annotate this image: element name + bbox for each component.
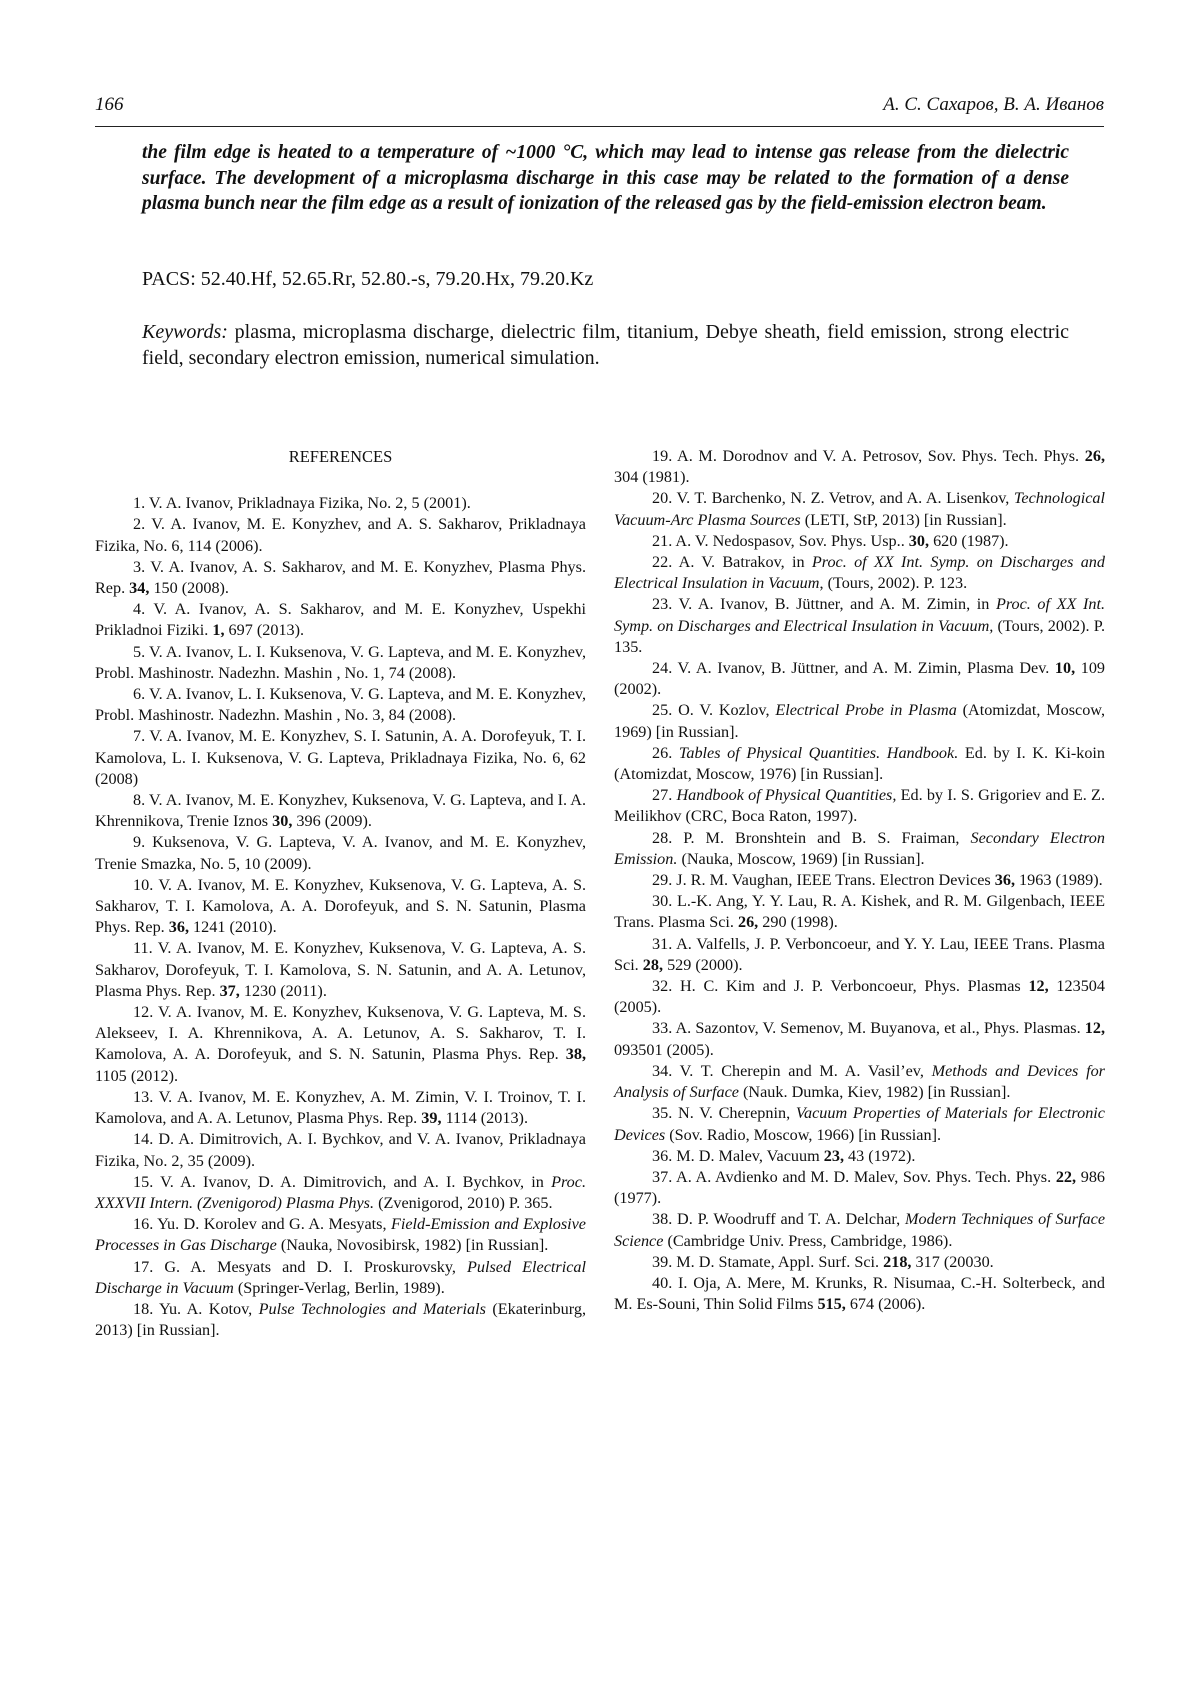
reference-text: 27. [652,786,677,805]
reference-text: 30, [908,531,930,550]
reference-text: Methods and Devices for Analysis of Surface [614,1061,1105,1102]
reference-text: 31. A. Valfells, J. P. Verboncoeur, and Y. Y. Lau, IEEE Trans. Plasma Sci. [614,934,1105,974]
reference-text: 20. V. T. Barchenko, N. Z. Vetrov, and A. A. Lisenkov, [652,489,1014,508]
reference-text: 109 (2002). [614,659,1106,699]
reference-item [614,934,1105,976]
reference-text: 697 (2013). [224,621,305,640]
reference-text: 23, [823,1146,844,1165]
reference-text: Handbook of Physical Quantities, [676,786,897,805]
reference-text: Proc. of XX Int. Symp. on Discharges and Electrical Insulation in Vacuum, [614,595,1105,635]
reference-text: 37, [219,981,240,1000]
reference-text: 1105 (2012). [95,1066,179,1085]
reference-text: Technological Vacuum-Arc Plasma Sources [614,489,1105,529]
reference-item [95,1129,586,1171]
reference-text: 529 (2000). [663,955,743,974]
reference-text: 39. M. D. Stamate, Appl. Surf. Sci. [652,1252,884,1271]
reference-text: 26, [1084,447,1105,465]
reference-item [95,1002,586,1087]
reference-text: 24. V. A. Ivanov, B. Jüttner, and A. M. Zimin, Plasma Dev. [652,659,1055,678]
reference-text: 6. V. A. Ivanov, L. I. Kuksenova, V. G. Lapteva, and M. E. Konyzhev, Probl. Mashinostr. Nadezhn. Mashin , No. 3, 84 (2008). [95,685,586,725]
reference-text: 34, [129,579,150,598]
reference-text: Pulsed Electrical Discharge in Vacuum [95,1257,586,1297]
reference-text: (Tours, 2002). P. 135. [614,616,1106,656]
reference-text: 8. V. A. Ivanov, M. E. Konyzhev, Kuksenova, V. G. Lapteva, and I. A. Khrennikova, Trenie Iznos [95,791,586,831]
reference-item [614,488,1105,530]
running-title: А. С. Сахаров, В. А. Иванов [883,94,1104,115]
reference-item [95,642,586,684]
reference-text: 1. V. A. Ivanov, Prikladnaya Fizika, No. 2, 5 (2001). [133,494,471,513]
reference-text: 1114 (2013). [441,1109,528,1128]
reference-text: 13. V. A. Ivanov, M. E. Konyzhev, A. M. Zimin, V. I. Troinov, T. I. Kamolova, and A. A. Letunov, Plasma Phys. Rep. [95,1087,586,1128]
pacs-codes: PACS: 52.40.Hf, 52.65.Rr, 52.80.-s, 79.20.Hx, 79.20.Kz [142,268,594,290]
reference-text: 18. Yu. A. Kotov, [133,1299,259,1318]
header-rule [95,126,1104,127]
page-number: 166 [95,94,124,115]
reference-text: Secondary Electron Emission. [614,828,1105,868]
reference-text: 5. V. A. Ivanov, L. I. Kuksenova, V. G. Lapteva, and M. E. Konyzhev, Probl. Mashinostr. Nadezhn. Mashin , No. 1, 74 (2008). [95,642,586,682]
reference-text: 12, [1028,977,1049,996]
reference-text: Field-Emission and Explosive Processes in Gas Discharge [95,1215,586,1255]
reference-item [614,1252,1105,1273]
reference-item [614,700,1105,742]
reference-item [614,658,1105,700]
reference-item [95,1087,586,1129]
reference-text: 1230 (2011). [239,981,327,1000]
reference-text: 4. V. A. Ivanov, A. S. Sakharov, and M. E. Konyzhev, Uspekhi Prikladnoi Fiziki. [95,600,586,640]
reference-text: 317 (20030. [911,1252,994,1271]
reference-text: 34. V. T. Cherepin and M. A. Vasil’ev, [652,1061,932,1080]
reference-text: Proc. of XX Int. Symp. on Discharges and Electrical Insulation in Vacuum [614,553,1105,593]
reference-text: 40. I. Oja, A. Mere, M. Krunks, R. Nisumaa, C.-H. Solterbeck, and M. Es-Souni, Thin Solid Films [614,1273,1105,1314]
reference-item [614,446,1105,488]
reference-text: (Nauka, Novosibirsk, 1982) [in Russian]. [276,1236,549,1255]
keywords-label: Keywords: [142,321,228,343]
reference-text: 674 (2006). [845,1295,926,1314]
reference-text: Ed. by I. K. Ki-koin (Atomizdat, Moscow, 1976) [in Russian]. [614,743,1106,784]
references-column-left [95,446,586,1341]
reference-item [614,828,1105,870]
reference-item [614,531,1105,552]
reference-text: Ed. by I. S. Grigoriev and E. Z. Meilikhov (CRC, Boca Raton, 1997). [614,786,1105,826]
reference-text: 14. D. A. Dimitrovich, A. I. Bychkov, and V. A. Ivanov, Prikladnaya Fizika, No. 2, 35 (2009). [95,1130,586,1170]
reference-text: 38, [565,1045,586,1064]
reference-item [614,976,1105,1018]
reference-text: 23. V. A. Ivanov, B. Jüttner, and A. M. Zimin, in [652,595,996,614]
reference-text: 32. H. C. Kim and J. P. Verboncoeur, Phys. Plasmas [652,977,1029,996]
reference-item [95,1214,586,1256]
references-column-right [614,446,1105,1315]
reference-text: Modern Techniques of Surface Science [614,1210,1106,1250]
reference-item [95,599,586,641]
reference-item [614,891,1105,933]
reference-text: 2. V. A. Ivanov, M. E. Konyzhev, and A. S. Sakharov, Prikladnaya Fizika, No. 6, 114 (2006). [95,515,586,555]
reference-item [95,832,586,874]
reference-item [614,552,1105,594]
reference-text: 9. Kuksenova, V. G. Lapteva, V. A. Ivanov, and M. E. Konyzhev, Trenie Smazka, No. 5, 10 (2009). [95,833,586,873]
reference-item [95,514,586,556]
reference-text: 12, [1084,1019,1105,1038]
reference-text: 38. D. P. Woodruff and T. A. Delchar, [652,1210,906,1229]
reference-text: 7. V. A. Ivanov, M. E. Konyzhev, S. I. Satunin, A. A. Dorofeyuk, T. I. Kamolova, L. I. Kuksenova, V. G. Lapteva, Prikladnaya Fizika, No. 6, 62 (2008) [95,727,586,788]
reference-text: 3. V. A. Ivanov, A. S. Sakharov, and M. E. Konyzhev, Plasma Phys. Rep. [95,557,586,598]
reference-text: 35. N. V. Cherepnin, [652,1104,796,1123]
reference-item [614,1146,1105,1167]
reference-text: 43 (1972). [843,1146,916,1165]
reference-item [95,684,586,726]
reference-item [614,1167,1105,1209]
reference-text: 22. A. V. Batrakov, in [652,553,812,572]
reference-text: 11. V. A. Ivanov, M. E. Konyzhev, Kuksenova, V. G. Lapteva, A. S. Sakharov, Dorofeyuk, T. I. Kamolova, S. N. Satunin, and A. A. Letunov, Plasma Phys. Rep. [95,939,586,1000]
references-heading: REFERENCES [288,447,393,466]
reference-text: Tables of Physical Quantities. Handbook. [678,743,959,762]
reference-text: 396 (2009). [292,812,372,831]
reference-text: 515, [817,1295,846,1314]
reference-item [95,557,586,599]
reference-text: 1963 (1989). [1014,871,1103,890]
reference-text: 15. V. A. Ivanov, D. A. Dimitrovich, and A. I. Bychkov, in [133,1172,552,1191]
reference-item [95,726,586,790]
reference-text: 19. A. M. Dorodnov and V. A. Petrosov, Sov. Phys. Tech. Phys. [652,447,1085,465]
reference-item [95,1299,586,1341]
reference-text: 16. Yu. D. Korolev and G. A. Mesyats, [133,1215,391,1234]
reference-text: 1, [212,621,225,640]
reference-text: 218, [883,1252,912,1271]
reference-text: (Sov. Radio, Moscow, 1966) [in Russian]. [665,1125,942,1144]
reference-text: 26, [737,913,759,932]
reference-item [614,1209,1105,1251]
keywords [142,320,1069,371]
reference-text: 304 (1981). [614,468,690,487]
reference-text: (Ekaterinburg, 2013) [in Russian]. [95,1299,586,1340]
reference-text: 25. O. V. Kozlov, [652,701,776,720]
reference-text: , (Tours, 2002). P. 123. [819,574,968,593]
reference-text: 10, [1054,659,1076,678]
reference-item [95,875,586,939]
reference-item [614,785,1105,827]
reference-text: (Cambridge Univ. Press, Cambridge, 1986). [663,1231,953,1250]
reference-text: (Nauk. Dumka, Kiev, 1982) [in Russian]. [739,1083,1011,1102]
reference-text: 36, [168,918,189,937]
reference-item [614,743,1105,785]
reference-text: 39, [421,1109,442,1128]
reference-text: 986 (1977). [614,1167,1106,1208]
reference-text: 150 (2008). [149,579,229,598]
reference-item [95,938,586,1002]
reference-text: 093501 (2005). [614,1040,714,1059]
reference-text: 17. G. A. Mesyats and D. I. Proskurovsky, [133,1257,468,1276]
reference-text: 29. J. R. M. Vaughan, IEEE Trans. Electron Devices [652,871,995,890]
reference-item [614,1018,1105,1060]
reference-text: 37. A. A. Avdienko and M. D. Malev, Sov. Phys. Tech. Phys. [652,1167,1056,1186]
reference-text: (LETI, StP, 2013) [in Russian]. [800,510,1007,529]
reference-item [95,790,586,832]
reference-item [614,870,1105,891]
reference-text: (Springer-Verlag, Berlin, 1989). [233,1278,445,1297]
reference-text: Pulse Technologies and Materials [258,1299,486,1318]
page-header [95,94,1104,124]
reference-text: Electrical Probe in Plasma [775,701,957,720]
reference-text: 10. V. A. Ivanov, M. E. Konyzhev, Kuksenova, V. G. Lapteva, A. S. Sakharov, T. I. Kamolova, A. A. Dorofeyuk, and S. N. Satunin, Plasma Phys. Rep. [95,875,586,937]
reference-text: 30. L.-K. Ang, Y. Y. Lau, R. A. Kishek, and R. M. Gilgenbach, IEEE Trans. Plasma Sci. [614,892,1105,932]
reference-text: 30, [272,812,293,831]
reference-text: (Zvenigorod, 2010) P. 365. [374,1193,553,1212]
reference-item [95,1172,586,1214]
reference-text: 36, [994,871,1015,890]
reference-text: 620 (1987). [929,531,1009,550]
keywords-text: plasma, microplasma discharge, dielectric film, titanium, Debye sheath, field emission, strong electric field, secondary electron emission, numerical simulation. [142,321,1069,369]
reference-text: 21. A. V. Nedospasov, Sov. Phys. Usp.. [652,531,909,550]
reference-text: Vacuum Properties of Materials for Electronic Devices [614,1104,1105,1144]
abstract-text: the film edge is heated to a temperature of ~1000 °C, which may lead to intense gas release from the dielectric surface. The development of a microplasma discharge in this case may be related to the formation of a dense plasma bunch near the film edge as a result of ionization of the released gas by the field-emission electron beam. [142,142,1069,214]
reference-text: 28. P. M. Bronshtein and B. S. Fraiman, [652,828,971,847]
reference-item [614,1061,1105,1103]
reference-text: (Atomizdat, Moscow, 1969) [in Russian]. [614,701,1105,741]
reference-text: 1241 (2010). [189,918,277,937]
reference-item [95,493,586,514]
reference-text: 22, [1055,1167,1077,1186]
reference-text: Proc. XXXVII Intern. (Zvenigorod) Plasma Phys. [95,1172,586,1212]
reference-item [614,1273,1105,1315]
reference-text: 33. A. Sazontov, V. Semenov, M. Buyanova, et al., Phys. Plasmas. [652,1019,1085,1038]
reference-text: 123504 (2005). [614,977,1105,1017]
reference-text: 290 (1998). [758,913,838,932]
reference-item [95,1257,586,1299]
reference-text: 12. V. A. Ivanov, M. E. Konyzhev, Kuksenova, V. G. Lapteva, M. S. Alekseev, I. A. Khrennikova, A. A. Letunov, A. S. Sakharov, T. I. Kamolova, A. A. Dorofeyuk, and S. N. Satunin, Plasma Phys. Rep. [95,1003,586,1064]
reference-item [614,594,1105,658]
reference-text: 26. [652,743,679,762]
reference-item [614,1103,1105,1145]
reference-text: 36. M. D. Malev, Vacuum [652,1146,824,1165]
reference-text: 28, [642,955,664,974]
reference-text: (Nauka, Moscow, 1969) [in Russian]. [677,849,925,868]
